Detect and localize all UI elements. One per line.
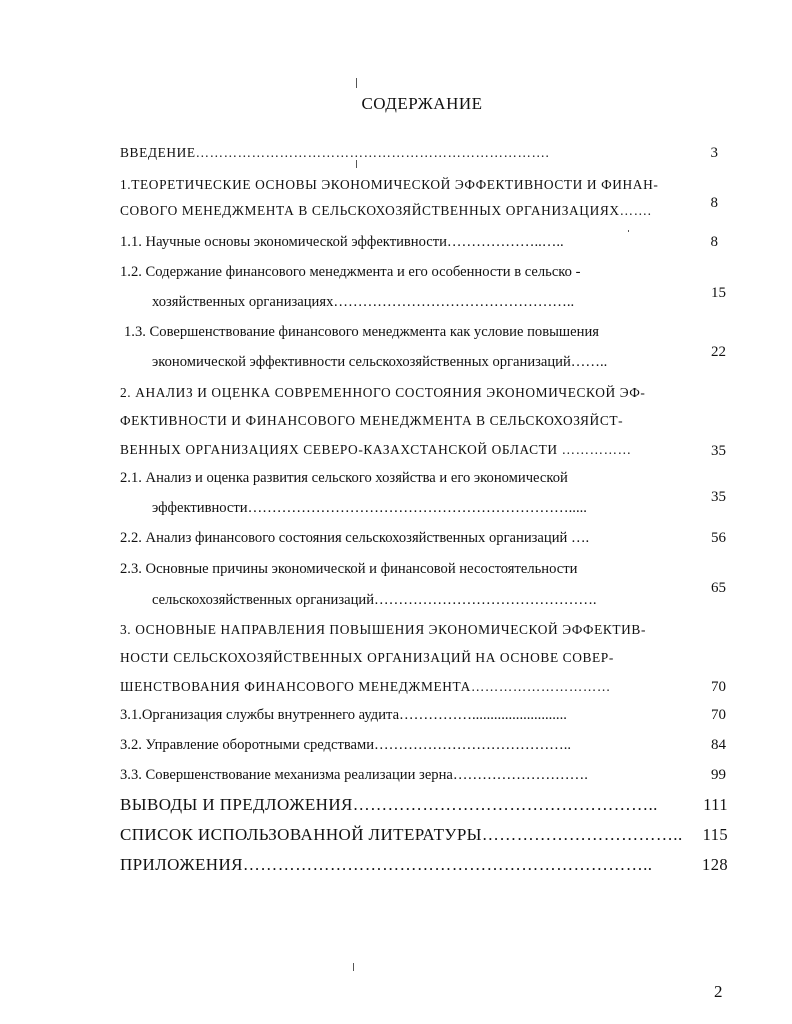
page-title: СОДЕРЖАНИЕ bbox=[361, 94, 483, 113]
toc-entry-section-2-1: эффективности…………………………………………………………..... bbox=[152, 500, 587, 516]
toc-page-section-1-2: 15 bbox=[711, 285, 726, 301]
toc-entry-chapter-3: НОСТИ СЕЛЬСКОХОЗЯЙСТВЕННЫХ ОРГАНИЗАЦИЙ НА ОСНОВЕ СОВЕР- bbox=[120, 650, 614, 665]
scan-mark bbox=[628, 230, 629, 232]
toc-entry-introduction: ВВЕДЕНИЕ…………………………………………………………………. bbox=[120, 145, 550, 160]
toc-entry-section-1-2: 1.2. Содержание финансового менеджмента и его особенности в сельско - bbox=[120, 264, 581, 280]
toc-entry-conclusions: ВЫВОДЫ И ПРЕДЛОЖЕНИЯ…………………………………………….. bbox=[120, 795, 658, 814]
toc-page-conclusions: 111 bbox=[703, 795, 728, 814]
toc-page-chapter-1: 8 bbox=[710, 195, 718, 211]
toc-page-section-1-3: 22 bbox=[711, 344, 726, 360]
toc-entry-section-2-2: 2.2. Анализ финансового состояния сельскохозяйственных организаций …. bbox=[120, 530, 590, 546]
toc-page-section-3-2: 84 bbox=[711, 737, 726, 753]
toc-entry-section-2-3: сельскохозяйственных организаций………………………………………. bbox=[152, 592, 597, 608]
toc-page-introduction: 3 bbox=[710, 145, 718, 161]
scan-mark bbox=[353, 963, 354, 971]
toc-entry-section-2-1: 2.1. Анализ и оценка развития сельского хозяйства и его экономической bbox=[120, 470, 568, 486]
toc-entry-section-1-3: экономической эффективности сельскохозяйственных организаций…….. bbox=[152, 354, 608, 370]
page-number: 2 bbox=[714, 982, 723, 1001]
toc-page-section-1-1: 8 bbox=[710, 234, 718, 250]
toc-page-section-2-3: 65 bbox=[711, 580, 726, 596]
toc-page-chapter-3: 70 bbox=[711, 679, 726, 695]
toc-entry-bibliography: СПИСОК ИСПОЛЬЗОВАННОЙ ЛИТЕРАТУРЫ…………………………….. bbox=[120, 825, 683, 844]
scan-mark bbox=[356, 78, 357, 88]
scan-mark bbox=[356, 160, 357, 168]
toc-page-section-3-1: 70 bbox=[711, 707, 726, 723]
toc-entry-chapter-2: ВЕННЫХ ОРГАНИЗАЦИЯХ СЕВЕРО-КАЗАХСТАНСКОЙ ОБЛАСТИ …………… bbox=[120, 442, 632, 457]
toc-page-section-3-3: 99 bbox=[711, 767, 726, 783]
toc-page-appendices: 128 bbox=[702, 855, 728, 874]
toc-entry-chapter-1: 1.ТЕОРЕТИЧЕСКИЕ ОСНОВЫ ЭКОНОМИЧЕСКОЙ ЭФФЕКТИВНОСТИ И ФИНАН- bbox=[120, 177, 659, 192]
toc-page-section-2-1: 35 bbox=[711, 489, 726, 505]
toc-entry-chapter-3: 3. ОСНОВНЫЕ НАПРАВЛЕНИЯ ПОВЫШЕНИЯ ЭКОНОМИЧЕСКОЙ ЭФФЕКТИВ- bbox=[120, 622, 647, 637]
toc-page-chapter-2: 35 bbox=[711, 443, 726, 459]
toc-entry-appendices: ПРИЛОЖЕНИЯ…………………………………………………………….. bbox=[120, 855, 653, 874]
toc-entry-chapter-2: 2. АНАЛИЗ И ОЦЕНКА СОВРЕМЕННОГО СОСТОЯНИЯ ЭКОНОМИЧЕСКОЙ ЭФ- bbox=[120, 385, 646, 400]
toc-entry-section-1-1: 1.1. Научные основы экономической эффективности………………..….. bbox=[120, 234, 564, 250]
toc-entry-section-1-3: 1.3. Совершенствование финансового менеджмента как условие повышения bbox=[124, 324, 599, 340]
toc-entry-chapter-1: СОВОГО МЕНЕДЖМЕНТА В СЕЛЬСКОХОЗЯЙСТВЕННЫХ ОРГАНИЗАЦИЯХ……. bbox=[120, 203, 652, 218]
toc-entry-section-3-1: 3.1.Организация службы внутреннего аудита…………….......................... bbox=[120, 707, 567, 723]
toc-entry-section-2-3: 2.3. Основные причины экономической и финансовой несостоятельности bbox=[120, 561, 578, 577]
toc-page-section-2-2: 56 bbox=[711, 530, 726, 546]
toc-entry-section-1-2: хозяйственных организациях………………………………………….. bbox=[152, 294, 575, 310]
toc-entry-section-3-2: 3.2. Управление оборотными средствами………………………………….. bbox=[120, 737, 572, 753]
toc-entry-chapter-3: ШЕНСТВОВАНИЯ ФИНАНСОВОГО МЕНЕДЖМЕНТА………………………… bbox=[120, 679, 611, 694]
toc-entry-section-3-3: 3.3. Совершенствование механизма реализации зерна………………………. bbox=[120, 767, 588, 783]
toc-page-bibliography: 115 bbox=[702, 825, 728, 844]
toc-entry-chapter-2: ФЕКТИВНОСТИ И ФИНАНСОВОГО МЕНЕДЖМЕНТА В СЕЛЬСКОХОЗЯЙСТ- bbox=[120, 413, 624, 428]
